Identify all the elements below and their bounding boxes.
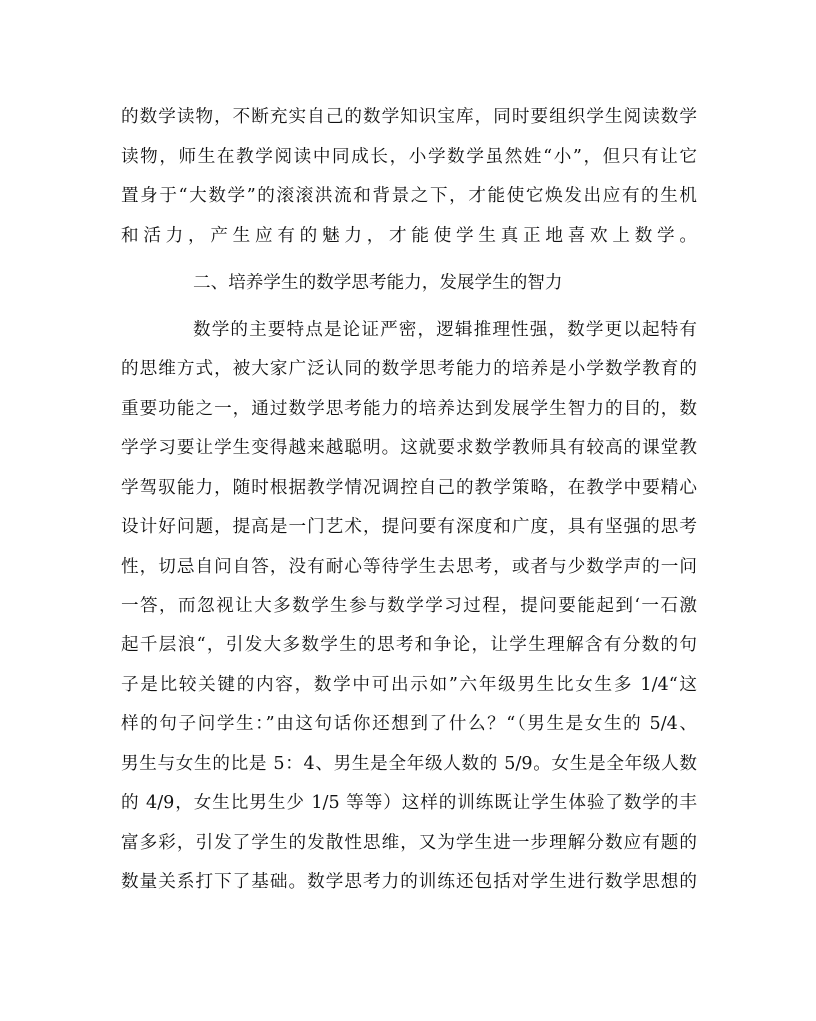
- paragraph-line: 设计好问题，提高是一门艺术，提问要有深度和广度，具有坚强的思考: [121, 517, 697, 537]
- paragraph-line: 的 4/9，女生比男生少 1/5 等等）这样的训练既让学生体验了数学的丰: [121, 793, 697, 813]
- paragraph-line: 子是比较关键的内容，数学中可出示如”六年级男生比女生多 1/4“这: [121, 675, 697, 695]
- paragraph-line: 置身于“大数学”的滚滚洪流和背景之下，才能使它焕发出应有的生机: [121, 186, 697, 206]
- paragraph-line: 样的句子问学生：”由这句话你还想到了什么？“（男生是女生的 5/4、: [121, 714, 697, 734]
- paragraph-line: 一答，而忽视让大多数学生参与数学学习过程，提问要能起到‘一石激: [121, 596, 697, 616]
- section-heading: 二、培养学生的数学思考能力，发展学生的智力: [193, 273, 563, 293]
- paragraph-line: 学驾驭能力，随时根据教学情况调控自己的教学策略，在教学中要精心: [121, 478, 697, 498]
- paragraph-line: 的数学读物，不断充实自己的数学知识宝库，同时要组织学生阅读数学: [121, 107, 697, 127]
- paragraph-line: 重要功能之一，通过数学思考能力的培养达到发展学生智力的目的，数: [121, 399, 697, 419]
- paragraph-line: 读物，师生在教学阅读中同成长，小学数学虽然姓“小”，但只有让它: [121, 147, 697, 167]
- paragraph-line: 的思维方式，被大家广泛认同的数学思考能力的培养是小学数学教育的: [121, 359, 697, 379]
- paragraph-line: 数学的主要特点是论证严密，逻辑推理性强，数学更以起特有: [193, 320, 697, 340]
- paragraph-line: 富多彩，引发了学生的发散性思维，又为学生进一步理解分数应有题的: [121, 833, 697, 853]
- paragraph-line: 性，切忌自问自答，没有耐心等待学生去思考，或者与少数学声的一问: [121, 557, 697, 577]
- paragraph-line: 学学习要让学生变得越来越聪明。这就要求数学教师具有较高的课堂教: [121, 438, 697, 458]
- paragraph-line: 男生与女生的比是 5：4、男生是全年级人数的 5/9。女生是全年级人数: [121, 754, 697, 774]
- paragraph-line: 数量关系打下了基础。数学思考力的训练还包括对学生进行数学思想的: [121, 872, 697, 892]
- paragraph-line: 起千层浪“，引发大多数学生的思考和争论，让学生理解含有分数的句: [121, 635, 697, 655]
- paragraph-line: 和活力，产生应有的魅力，才能使学生真正地喜欢上数学。: [121, 226, 697, 246]
